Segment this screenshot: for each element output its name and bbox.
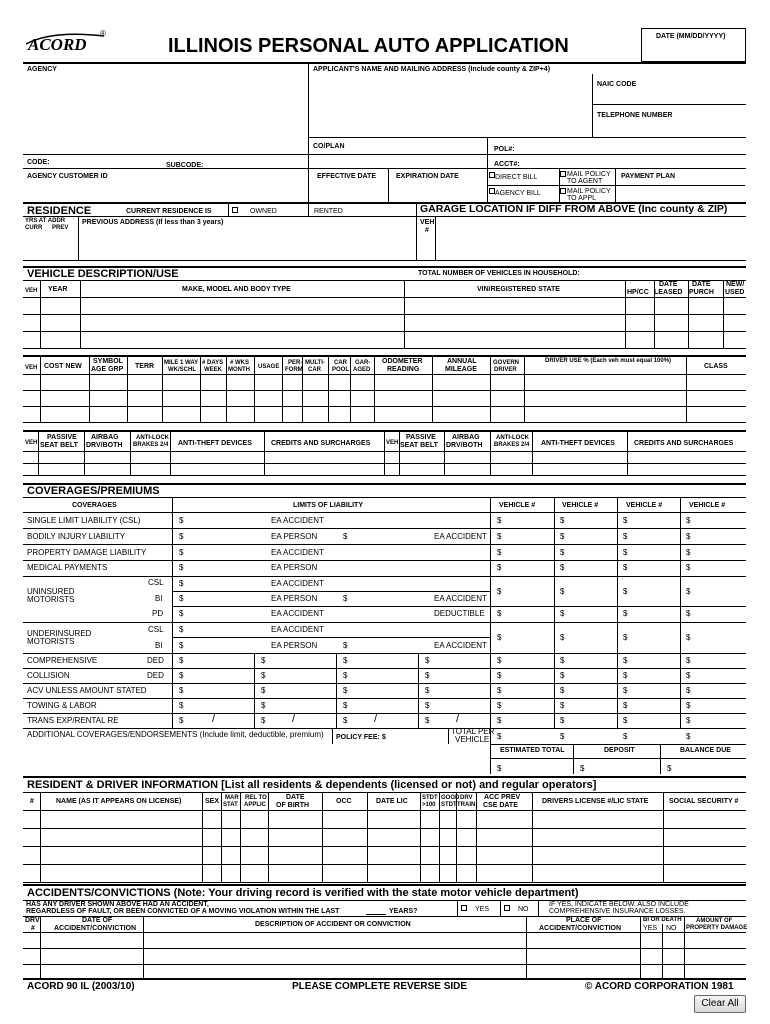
vehicle-premium-dollar: $ [623, 532, 628, 541]
lim-uim-bi-dollar: $ [179, 641, 184, 650]
drv-stdt-1: STDT [422, 795, 438, 801]
acc-date-1: DATE OF [82, 917, 113, 924]
um-pd: PD [152, 609, 164, 618]
total-veh-d2: $ [560, 732, 565, 741]
coverages-title: COVERAGES/PREMIUMS [27, 485, 160, 497]
acc-yes-checkbox[interactable] [461, 905, 467, 911]
vehicle-col-1: VEHICLE # [499, 502, 536, 509]
lim-um-pd-ded: DEDUCTIBLE [434, 609, 485, 618]
wks-2: MONTH [228, 367, 250, 373]
vehicle-premium-dollar: $ [497, 587, 502, 596]
vehicle-col-3: VEHICLE # [626, 502, 663, 509]
trans-s3: / [374, 713, 378, 725]
vehicle-premium-dollar: $ [623, 563, 628, 572]
agency-field[interactable] [24, 74, 306, 136]
hpcc-col: HP/CC [627, 289, 649, 296]
vehicle-premium-dollar: $ [560, 587, 565, 596]
trans-s4: / [456, 713, 460, 725]
new-used-1: NEW/ [726, 281, 745, 288]
garaged-2: AGED [353, 367, 371, 373]
drv-stdt-2: >100 [422, 802, 436, 808]
passive-1b: PASSIVE [406, 434, 436, 441]
residence-title: RESIDENCE [27, 205, 92, 217]
vehicle-premium-dollar: $ [560, 701, 565, 710]
multi-1: MULTI- [305, 360, 325, 366]
mail-to-appl-checkbox[interactable] [560, 188, 566, 194]
vehicle-premium-dollar: $ [497, 701, 502, 710]
vehicle-premium-dollar: $ [623, 716, 628, 725]
vehicle-premium-dollar: $ [560, 548, 565, 557]
antitheft-col-b: ANTI-THEFT DEVICES [541, 440, 615, 447]
code-label: CODE: [27, 159, 50, 166]
lim-pd-dollar: $ [179, 548, 184, 557]
lim-um-csl-acc: EA ACCIDENT [271, 579, 324, 588]
acv-d2: $ [261, 686, 266, 695]
accidents-title: ACCIDENTS/CONVICTIONS (Note: Your driving record is verified with the state motor vehicle department) [27, 887, 579, 899]
perform-2: FORM [285, 367, 303, 373]
lim-med-person: EA PERSON [271, 563, 318, 572]
multi-2: CAR [308, 367, 321, 373]
owned-checkbox[interactable] [232, 207, 238, 213]
lim-med-dollar: $ [179, 563, 184, 572]
owned-label: OWNED [250, 208, 277, 215]
vehicle-premium-dollar: $ [623, 633, 628, 642]
mail-to-agent-checkbox[interactable] [560, 171, 566, 177]
vehicle-premium-dollar: $ [560, 609, 565, 618]
footer-copyright: © ACORD CORPORATION 1981 [585, 981, 734, 992]
lim-um-bi-person: EA PERSON [271, 594, 318, 603]
total-veh-d4: $ [686, 732, 691, 741]
antilock-1: ANTI-LOCK [136, 435, 169, 441]
make-col: MAKE, MODEL AND BODY TYPE [182, 286, 291, 293]
date-purch-2: PURCH [689, 289, 714, 296]
vehicle-premium-dollar: $ [623, 609, 628, 618]
vehicle-premium-dollar: $ [686, 548, 691, 557]
acc-bi-yes: YES [643, 925, 658, 932]
drv-acc-1: ACC PREV [484, 794, 521, 801]
balance-due-label: BALANCE DUE [680, 747, 731, 754]
trans-d4: $ [425, 716, 430, 725]
vehicle-premium-dollar: $ [560, 633, 565, 642]
cov-coll: COLLISION [27, 671, 70, 680]
acc-bi-death: BI OR DEATH [643, 917, 682, 923]
drv-datelic-col: DATE LIC [376, 798, 408, 805]
antitheft-col: ANTI-THEFT DEVICES [178, 440, 252, 447]
acv-d1: $ [179, 686, 184, 695]
terr-col: TERR [135, 363, 155, 370]
govern-1: GOVERN [493, 360, 520, 366]
lim-um-csl-dollar: $ [179, 579, 184, 588]
drv-drv-1: DRV [460, 795, 473, 801]
vehicle-premium-dollar: $ [560, 656, 565, 665]
tow-d4: $ [425, 701, 430, 710]
date-leased-1: DATE [659, 281, 678, 288]
balance-dollar: $ [667, 764, 672, 773]
mail-to-agent-1: MAIL POLICY [567, 171, 611, 178]
carpool-2: POOL [332, 367, 350, 373]
policy-fee-label: POLICY FEE: [336, 734, 380, 741]
driver-use-label: DRIVER USE % (Each veh must equal 100%) [545, 358, 672, 364]
total-per-1: TOTAL PER [451, 727, 495, 736]
trans-s2: / [292, 713, 296, 725]
yrs-curr-label: CURR [25, 225, 43, 231]
vehicle-premium-dollar: $ [497, 516, 502, 525]
lim-um-bi-dollar: $ [179, 594, 184, 603]
agency-bill-label: AGENCY BILL [495, 190, 541, 197]
acv-d4: $ [425, 686, 430, 695]
applicant-field[interactable] [310, 74, 590, 136]
airbag-1b: AIRBAG [452, 434, 480, 441]
lim-uim-csl-acc: EA ACCIDENT [271, 625, 324, 634]
vehicle-premium-dollar: $ [623, 671, 628, 680]
deposit-label: DEPOSIT [604, 747, 635, 754]
cov-unins-1: UNINSURED [27, 587, 75, 596]
mile-2: WK/SCHL [168, 367, 196, 373]
lim-um-bi-dollar-2: $ [343, 594, 348, 603]
credits-col-b: CREDITS AND SURCHARGES [634, 440, 734, 447]
airbag-2: DRV/BOTH [86, 442, 123, 449]
cov-acv: ACV UNLESS AMOUNT STATED [27, 686, 147, 695]
cov-single: SINGLE LIMIT LIABILITY (CSL) [27, 516, 141, 525]
drv-rel-2: APPLIC [244, 802, 267, 808]
coll-d1: $ [179, 671, 184, 680]
class-col: CLASS [704, 363, 728, 370]
cov-towing: TOWING & LABOR [27, 701, 97, 710]
current-residence-label: CURRENT RESIDENCE IS [126, 208, 212, 215]
drv-good-2: STDT [441, 802, 457, 808]
acc-note-1: IF YES, INDICATE BELOW. ALSO INCLUDE [549, 901, 689, 908]
lim-uim-bi-dollar-2: $ [343, 641, 348, 650]
carpool-1: CAR [334, 360, 347, 366]
cov-unins-2: MOTORISTS [27, 595, 75, 604]
comp-d1: $ [179, 656, 184, 665]
acc-drv-1: DRV [25, 917, 40, 924]
pol-label: POL#: [494, 146, 515, 153]
acord-logo [22, 30, 112, 58]
drv-name-col: NAME (AS IT APPEARS ON LICENSE) [56, 798, 182, 805]
applicant-label: APPLICANT'S NAME AND MAILING ADDRESS (Include county & ZIP+4) [313, 66, 551, 73]
vehicle-premium-dollar: $ [560, 686, 565, 695]
mail-to-agent-2: TO AGENT [567, 178, 603, 185]
acc-amount-1: AMOUNT OF [696, 918, 733, 924]
additional-label: ADDITIONAL COVERAGES/ENDORSEMENTS (Include limit, deductible, premium) [27, 730, 324, 739]
est-total-dollar: $ [497, 764, 502, 773]
acc-no-label: NO [518, 906, 529, 913]
cov-comp: COMPREHENSIVE [27, 656, 98, 665]
uim-bi: BI [155, 641, 163, 650]
tow-d3: $ [343, 701, 348, 710]
tow-d1: $ [179, 701, 184, 710]
vehicle-premium-dollar: $ [560, 716, 565, 725]
odometer-1: ODOMETER [382, 358, 423, 365]
vehicle-title: VEHICLE DESCRIPTION/USE [27, 268, 179, 280]
vehicle-premium-dollar: $ [497, 532, 502, 541]
vin-col: VIN/REGISTERED STATE [477, 286, 560, 293]
airbag-2b: DRV/BOTH [446, 442, 483, 449]
comp-d4: $ [425, 656, 430, 665]
vehicle-premium-dollar: $ [560, 563, 565, 572]
lim-pd-acc: EA ACCIDENT [271, 548, 324, 557]
vehicle-premium-dollar: $ [686, 633, 691, 642]
vehicle-premium-dollar: $ [497, 633, 502, 642]
garage-veh-hash: # [425, 227, 429, 234]
comp-d2: $ [261, 656, 266, 665]
drv-dob-2: OF BIRTH [276, 802, 310, 809]
symbol-1: SYMBOL [93, 358, 123, 365]
acct-label: ACCT#: [494, 161, 520, 168]
vehicle-col-4: VEHICLE # [689, 502, 726, 509]
vehicle-col-2: VEHICLE # [562, 502, 599, 509]
annual-2: MILEAGE [445, 366, 477, 373]
drv-num-col: # [30, 798, 34, 805]
acc-yes-label: YES [475, 906, 490, 913]
date-purch-1: DATE [692, 281, 711, 288]
veh-col-3: VEH [25, 440, 38, 446]
airbag-1: AIRBAG [91, 434, 119, 441]
drv-drv-2: TRAIN [457, 802, 476, 808]
direct-bill-label: DIRECT BILL [495, 174, 538, 181]
drv-ssn-col: SOCIAL SECURITY # [669, 798, 739, 805]
vehicle-premium-dollar: $ [686, 656, 691, 665]
wks-1: # WKS [230, 360, 250, 366]
naic-label: NAIC CODE [597, 81, 637, 88]
um-csl: CSL [148, 578, 164, 587]
coll-d4: $ [425, 671, 430, 680]
acv-d3: $ [343, 686, 348, 695]
drv-dob-1: DATE [286, 794, 305, 801]
cov-bodily: BODILY INJURY LIABILITY [27, 532, 126, 541]
lim-um-pd-dollar: $ [179, 609, 184, 618]
passive-2: SEAT BELT [40, 442, 78, 449]
vehicle-premium-dollar: $ [497, 671, 502, 680]
cov-property: PROPERTY DAMAGE LIABILITY [27, 548, 147, 557]
vehicle-premium-dollar: $ [623, 656, 628, 665]
coverages-col: COVERAGES [72, 502, 117, 509]
vehicle-premium-dollar: $ [686, 671, 691, 680]
coll-d3: $ [343, 671, 348, 680]
garage-veh-label: VEH [420, 219, 435, 226]
total-veh-d3: $ [623, 732, 628, 741]
subcode-label: SUBCODE: [166, 162, 204, 169]
lim-bodily-acc: EA ACCIDENT [434, 532, 487, 541]
vehicle-premium-dollar: $ [623, 548, 628, 557]
trans-d3: $ [343, 716, 348, 725]
new-used-2: USED [725, 289, 745, 296]
veh-col-2: VEH [25, 365, 38, 371]
vehicle-premium-dollar: $ [686, 587, 691, 596]
symbol-2: AGE GRP [91, 366, 124, 373]
rented-label: RENTED [314, 208, 343, 215]
policy-fee-dollar: $ [382, 734, 386, 741]
deposit-dollar: $ [580, 764, 585, 773]
annual-1: ANNUAL [447, 358, 477, 365]
acc-note-2: COMPREHENSIVE INSURANCE LOSSES. [549, 908, 686, 915]
form-title: ILLINOIS PERSONAL AUTO APPLICATION [168, 35, 569, 57]
drivers-title: RESIDENT & DRIVER INFORMATION [List all residents & dependents (licensed or not) and regular operators] [27, 779, 597, 791]
vehicle-premium-dollar: $ [497, 563, 502, 572]
passive-1: PASSIVE [47, 434, 77, 441]
yrs-at-addr-label: YRS AT ADDR [25, 218, 66, 224]
acc-place-2: ACCIDENT/CONVICTION [539, 925, 622, 932]
vehicle-premium-dollar: $ [560, 671, 565, 680]
passive-2b: SEAT BELT [400, 442, 438, 449]
vehicle-premium-dollar: $ [686, 686, 691, 695]
vehicle-premium-dollar: $ [686, 609, 691, 618]
acc-date-2: ACCIDENT/CONVICTION [54, 925, 137, 932]
trans-s1: / [212, 713, 216, 725]
mail-to-appl-2: TO APPL [567, 195, 597, 202]
vehicle-premium-dollar: $ [497, 686, 502, 695]
drv-good-1: GOOD [441, 795, 460, 801]
antilock-2: BRAKES 2/4 [133, 442, 169, 448]
tow-d2: $ [261, 701, 266, 710]
vehicle-premium-dollar: $ [623, 701, 628, 710]
drv-rel-1: REL TO [245, 795, 267, 801]
lim-single-dollar: $ [179, 516, 184, 525]
vehicle-premium-dollar: $ [686, 532, 691, 541]
lim-bodily-person: EA PERSON [271, 532, 318, 541]
mile-1: MILE 1 WAY [164, 360, 199, 366]
vehicle-premium-dollar: $ [497, 548, 502, 557]
agency-top-rule [23, 62, 746, 64]
acc-amount-2: PROPERTY DAMAGE [686, 925, 748, 931]
limits-col: LIMITS OF LIABILITY [293, 502, 363, 509]
comp-d3: $ [343, 656, 348, 665]
vehicle-premium-dollar: $ [686, 716, 691, 725]
vehicle-premium-dollar: $ [686, 563, 691, 572]
estimated-total-label: ESTIMATED TOTAL [500, 747, 565, 754]
days-1: # DAYS [202, 360, 224, 366]
acc-desc-col: DESCRIPTION OF ACCIDENT OR CONVICTION [255, 921, 411, 928]
expiration-date-label: EXPIRATION DATE [396, 173, 459, 180]
customer-id-label: AGENCY CUSTOMER ID [27, 173, 108, 180]
logo-text: ACORD [28, 35, 87, 54]
garaged-1: GAR- [355, 360, 371, 366]
drv-lic-col: DRIVERS LICENSE #/LIC STATE [542, 798, 649, 805]
date-leased-2: LEASED [654, 289, 683, 296]
acc-bi-no: NO [666, 925, 677, 932]
lim-um-bi-acc: EA ACCIDENT [434, 594, 487, 603]
vehicle-premium-dollar: $ [497, 716, 502, 725]
usage-col: USAGE [258, 364, 280, 370]
total-per-2: VEHICLE [455, 735, 490, 744]
drv-acc-2: CSE DATE [483, 802, 518, 809]
perform-1: PER- [288, 360, 303, 366]
days-2: WEEK [204, 367, 222, 373]
drv-sex-col: SEX [205, 798, 220, 805]
lim-bodily-dollar-2: $ [343, 532, 348, 541]
acc-years-label: YEARS? [389, 908, 418, 915]
date-label: DATE (MM/DD/YYYY) [656, 33, 726, 40]
total-veh-d1: $ [497, 732, 502, 741]
agency-divider [308, 62, 309, 202]
vehicle-premium-dollar: $ [623, 686, 628, 695]
footer-complete-reverse: PLEASE COMPLETE REVERSE SIDE [292, 981, 468, 992]
lim-uim-csl-dollar: $ [179, 625, 184, 634]
naic-divider [592, 74, 593, 137]
vehicle-premium-dollar: $ [623, 587, 628, 596]
acc-place-1: PLACE OF [566, 917, 602, 924]
odometer-2: READING [387, 366, 420, 373]
uim-csl: CSL [148, 625, 164, 634]
total-vehicles-label: TOTAL NUMBER OF VEHICLES IN HOUSEHOLD: [418, 270, 580, 277]
cov-medical: MEDICAL PAYMENTS [27, 563, 108, 572]
lim-bodily-dollar: $ [179, 532, 184, 541]
acc-question-1: HAS ANY DRIVER SHOWN ABOVE HAD AN ACCIDENT, [26, 901, 209, 908]
effective-date-label: EFFECTIVE DATE [317, 173, 376, 180]
drv-mar-1: MAR [225, 795, 239, 801]
trans-d2: $ [261, 716, 266, 725]
clear-all-button[interactable]: Clear All [694, 995, 746, 1013]
accidents-rule [23, 884, 746, 886]
coplan-label: CO/PLAN [313, 143, 345, 150]
vehicle-premium-dollar: $ [497, 656, 502, 665]
year-col: YEAR [48, 286, 68, 293]
garage-label: GARAGE LOCATION IF DIFF FROM ABOVE (Inc county & ZIP) [420, 203, 728, 215]
lim-single-ea: EA ACCIDENT [271, 516, 324, 525]
agency-label: AGENCY [27, 66, 57, 73]
telephone-label: TELEPHONE NUMBER [597, 112, 673, 119]
acc-years-field[interactable] [366, 914, 386, 915]
lim-um-pd-acc: EA ACCIDENT [271, 609, 324, 618]
footer-form-number: ACORD 90 IL (2003/10) [27, 981, 135, 992]
vehicle-premium-dollar: $ [560, 532, 565, 541]
prev-address-label: PREVIOUS ADDRESS (If less than 3 years) [82, 219, 224, 226]
drv-mar-2: STAT [223, 802, 238, 808]
coll-d2: $ [261, 671, 266, 680]
govern-2: DRIVER [494, 367, 517, 373]
vehicle-premium-dollar: $ [686, 516, 691, 525]
yrs-prev-label: PREV [52, 225, 69, 231]
vehicle-premium-dollar: $ [560, 516, 565, 525]
veh-col: VEH [25, 288, 38, 294]
cov-under-1: UNDERINSURED [27, 629, 92, 638]
acc-no-checkbox[interactable] [504, 905, 510, 911]
veh-col-4: VEH [386, 440, 399, 446]
drivers-rule [23, 776, 746, 778]
vehicle-premium-dollar: $ [686, 701, 691, 710]
mail-to-appl-1: MAIL POLICY [567, 188, 611, 195]
payment-plan-label: PAYMENT PLAN [621, 173, 676, 180]
acc-drv-2: # [31, 925, 35, 932]
cov-trans: TRANS EXP/RENTAL RE [27, 716, 119, 725]
vehicle-premium-dollar: $ [623, 516, 628, 525]
cov-under-2: MOTORISTS [27, 637, 75, 646]
coll-ded: DED [147, 671, 164, 680]
acc-question-2: REGARDLESS OF FAULT, OR BEEN CONVICTED OF A MOVING VIOLATION WITHIN THE LAST [26, 908, 340, 915]
antilock-2b: BRAKES 2/4 [494, 442, 530, 448]
credits-col: CREDITS AND SURCHARGES [271, 440, 371, 447]
um-bi: BI [155, 594, 163, 603]
trans-d1: $ [179, 716, 184, 725]
antilock-1b: ANTI-LOCK [496, 435, 529, 441]
logo-reg-mark: ® [100, 29, 106, 38]
comp-ded: DED [147, 656, 164, 665]
cost-new-col: COST NEW [44, 363, 82, 370]
lim-uim-bi-acc: EA ACCIDENT [434, 641, 487, 650]
lim-uim-bi-person: EA PERSON [271, 641, 318, 650]
vehicle-premium-dollar: $ [497, 609, 502, 618]
drv-occ-col: OCC [336, 798, 352, 805]
